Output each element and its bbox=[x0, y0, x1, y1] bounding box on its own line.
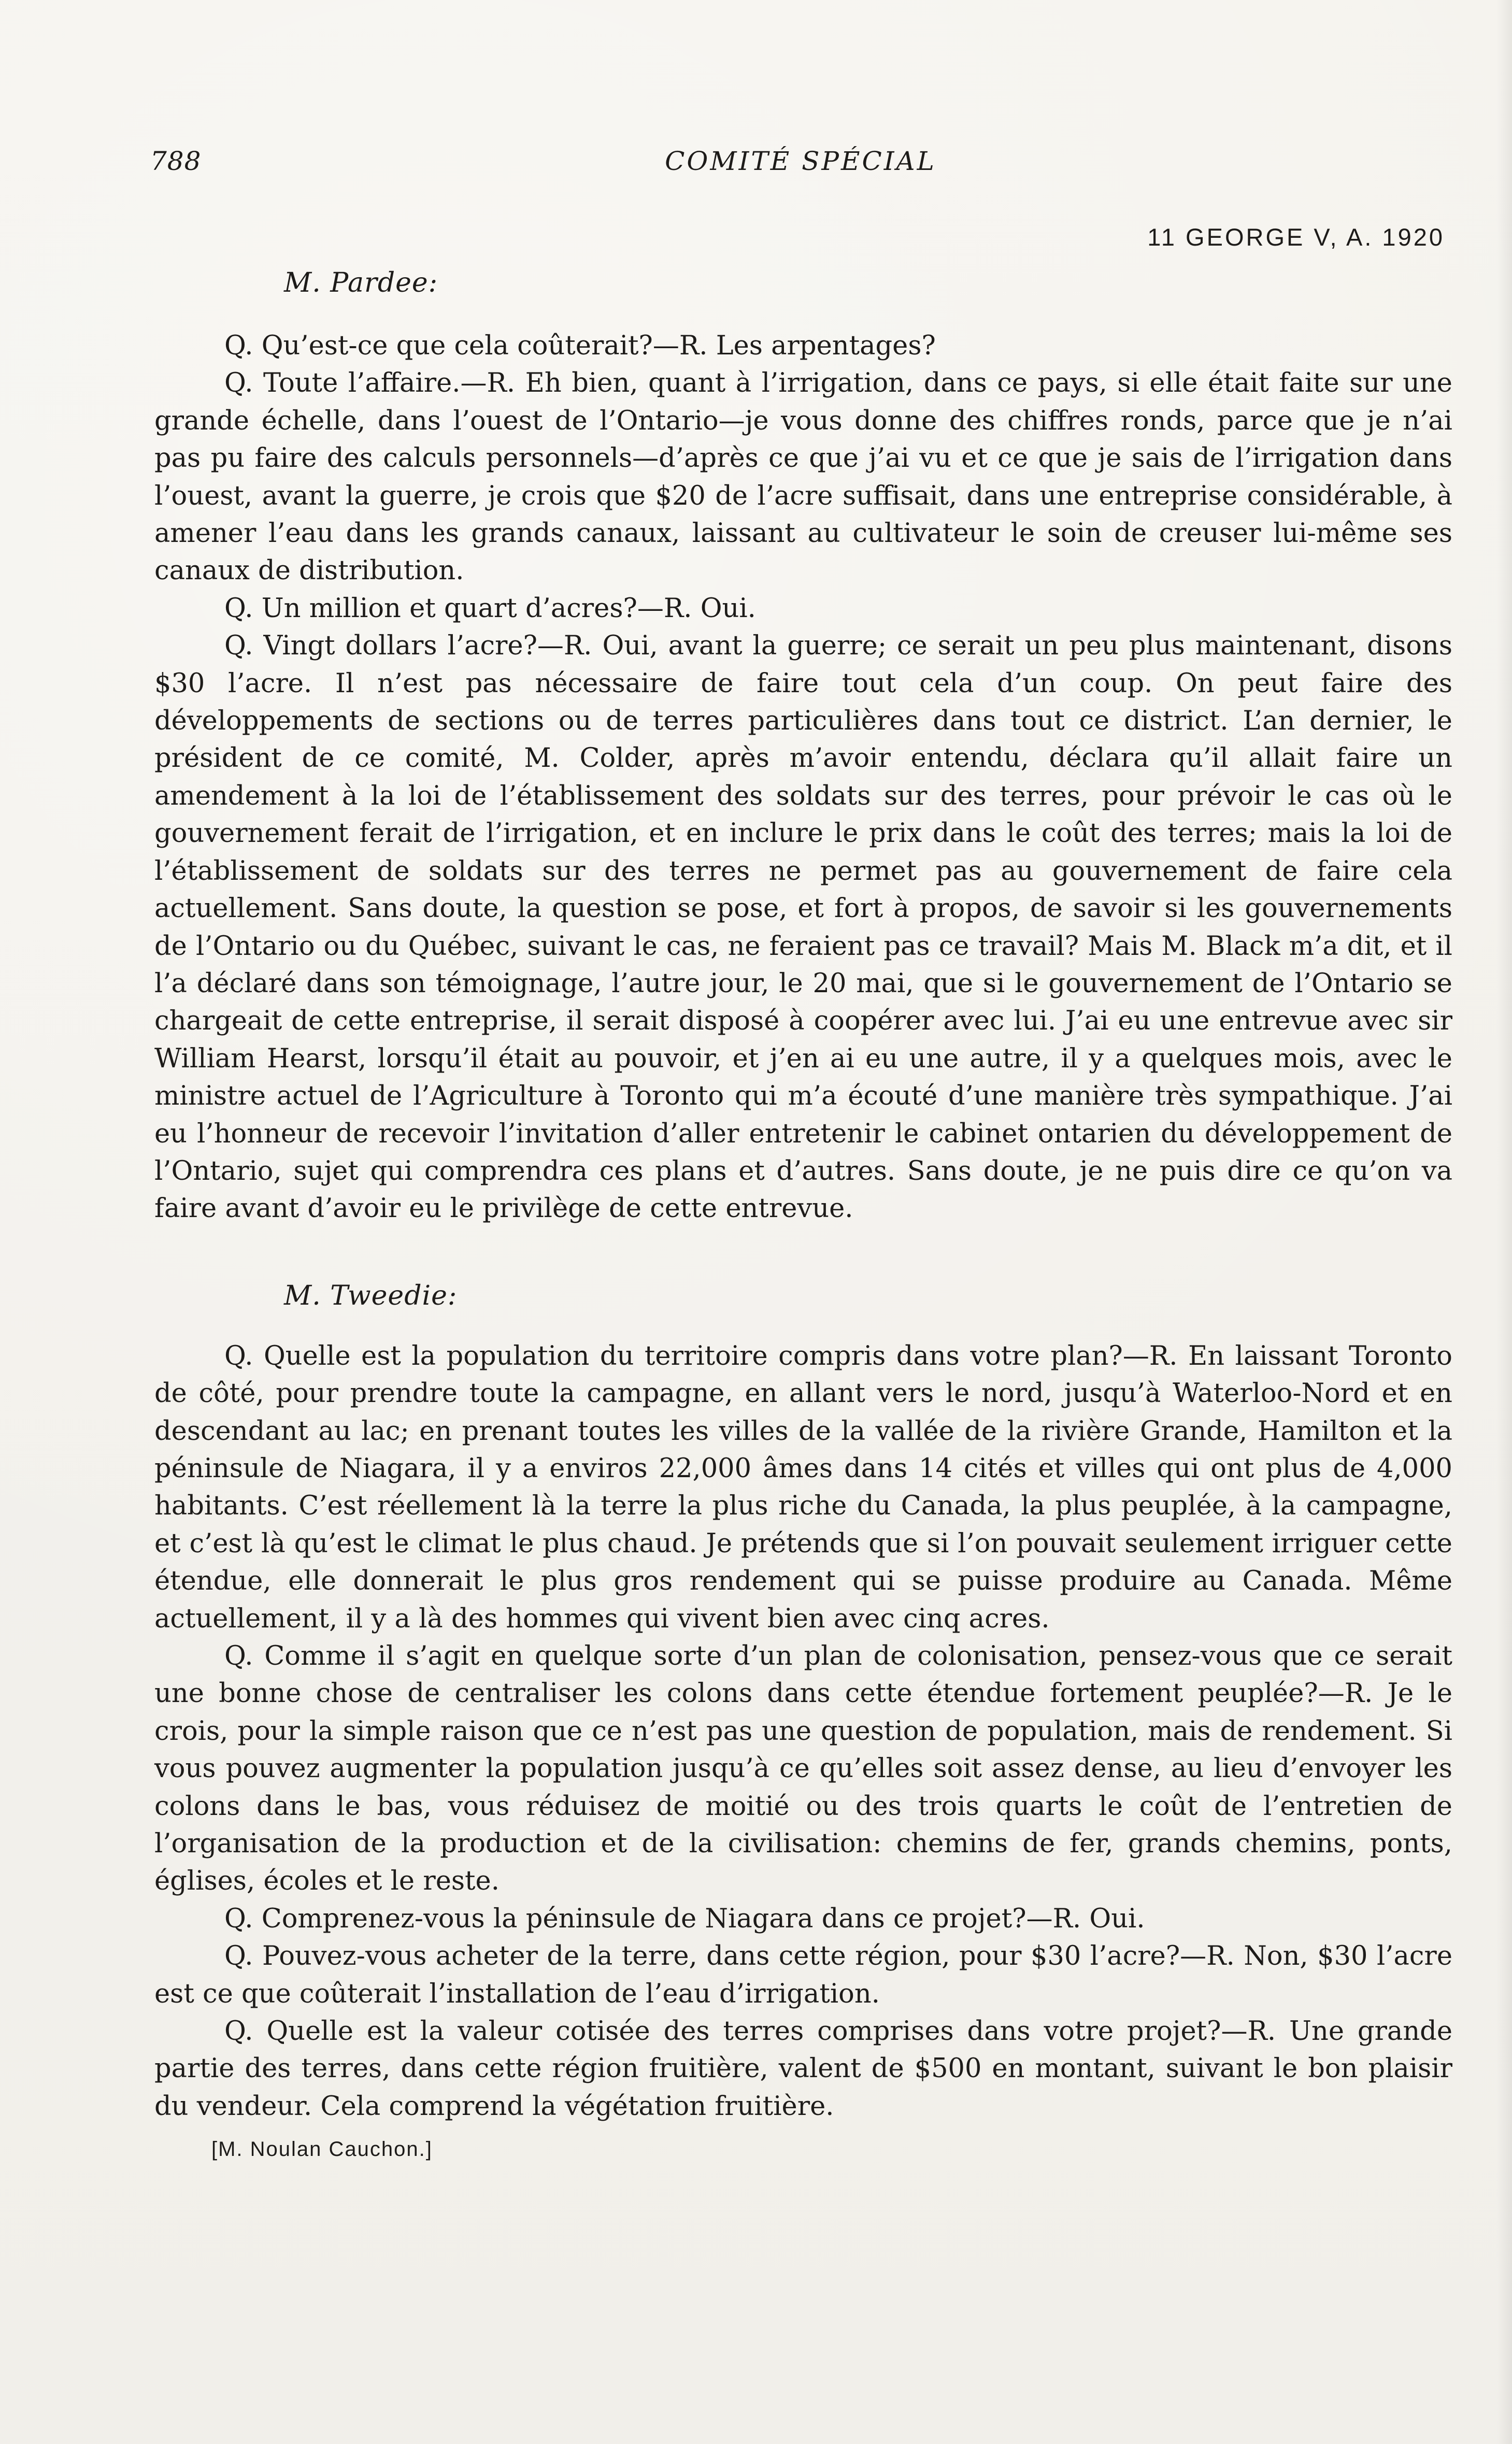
running-title: COMITÉ SPÉCIAL bbox=[665, 146, 936, 176]
document-body bbox=[154, 264, 1452, 2161]
paragraph: Q. Comprenez-vous la péninsule de Niagara dans ce projet?—R. Oui. bbox=[224, 1903, 1145, 1934]
page-header bbox=[150, 146, 1451, 177]
session-line: 11 GEORGE V, A. 1920 bbox=[1147, 223, 1445, 251]
paragraph: Q. Comme il s’agit en quelque sorte d’un plan de colonisation, pensez-vous que ce serait une bonne chose de centraliser les colons dans cette étendue fortement peuplée?—R. Je le crois, pour la simple raison que ce n’est pas une question de population, mais de rendement. Si vous pouvez augmenter la population jusqu’à ce qu’elles soit assez dense, au lieu d’envoyer les colons dans le bas, vous réduisez de moitié ou des trois quarts le coût de l’entretien de l’organisation de la production et de la civilisation: chemins de fer, grands chemins, ponts, églises, écoles et le reste. bbox=[154, 1641, 1452, 1897]
speaker-heading: M. Pardee: bbox=[284, 267, 438, 298]
paragraph: Q. Quelle est la valeur cotisée des terres comprises dans votre projet?—R. Une grande partie des terres, dans cette région fruitière, valent de $500 en montant, suivant le bon plaisir du vendeur. Cela comprend la végétation fruitière. bbox=[154, 2016, 1452, 2122]
speaker-heading: M. Tweedie: bbox=[284, 1280, 458, 1311]
paragraph: Q. Pouvez-vous acheter de la terre, dans cette région, pour $30 l’acre?—R. Non, $30 l’acre est ce que coûterait l’installation de l’eau d’irrigation. bbox=[154, 1941, 1452, 2009]
paragraph: Q. Vingt dollars l’acre?—R. Oui, avant la guerre; ce serait un peu plus maintenant, disons $30 l’acre. Il n’est pas nécessaire de faire tout cela d’un coup. On peut faire des développements de sections ou de terres particulières dans tout ce district. L’an dernier, le président de ce comité, M. Colder, après m’avoir entendu, déclara qu’il allait faire un amendement à la loi de l’établissement des soldats sur des terres, pour prévoir le cas où le gouvernement ferait de l’irrigation, et en inclure le prix dans le coût des terres; mais la loi de l’établissement de soldats sur des terres ne permet pas au gouvernement de faire cela actuellement. Sans doute, la question se pose, et fort à propos, de savoir si les gouvernements de l’Ontario ou du Québec, suivant le cas, ne feraient pas ce travail? Mais M. Black m’a dit, et il l’a déclaré dans son témoignage, l’autre jour, le 20 mai, que si le gouvernement de l’Ontario se chargeait de cette entreprise, il serait disposé à coopérer avec lui. J’ai eu une entrevue avec sir William Hearst, lorsqu’il était au pouvoir, et j’en ai eu une autre, il y a quelques mois, avec le ministre actuel de l’Agriculture à Toronto qui m’a écouté d’une manière très sympathique. J’ai eu l’honneur de recevoir l’invitation d’aller entretenir le cabinet ontarien du développement de l’Ontario, sujet qui comprendra ces plans et d’autres. Sans doute, je ne puis dire ce qu’on va faire avant d’avoir eu le privilège de cette entrevue. bbox=[154, 631, 1452, 1224]
paragraph: Q. Toute l’affaire.—R. Eh bien, quant à l’irrigation, dans ce pays, si elle était faite sur une grande échelle, dans l’ouest de l’Ontario—je vous donne des chiffres ronds, parce que je n’ai pas pu faire des calculs personnels—d’après ce que j’ai vu et ce que je sais de l’irrigation dans l’ouest, avant la guerre, je crois que $20 de l’acre suffisait, dans une entreprise considérable, à amener l’eau dans les grands canaux, laissant au cultivateur le soin de creuser lui-même ses canaux de distribution. bbox=[154, 368, 1452, 587]
footer-note: [M. Noulan Cauchon.] bbox=[211, 2138, 433, 2161]
paragraph: Q. Qu’est-ce que cela coûterait?—R. Les arpentages? bbox=[224, 331, 936, 361]
paragraph: Q. Quelle est la population du territoire compris dans votre plan?—R. En laissant Toronto de côté, pour prendre toute la campagne, en allant vers le nord, jusqu’à Waterloo-Nord et en descendant au lac; en prenant toutes les villes de la vallée de la rivière Grande, Hamilton et la péninsule de Niagara, il y a enviros 22,000 âmes dans 14 cités et villes qui ont plus de 4,000 habitants. C’est réellement là la terre la plus riche du Canada, la plus peuplée, à la campagne, et c’est là qu’est le climat le plus chaud. Je prétends que si l’on pouvait seulement irriguer cette étendue, elle donnerait le plus gros rendement qui se puisse produire au Canada. Même actuellement, il y a là des hommes qui vivent bien avec cinq acres. bbox=[154, 1340, 1452, 1634]
page-number: 788 bbox=[150, 146, 202, 176]
paragraph: Q. Un million et quart d’acres?—R. Oui. bbox=[224, 593, 756, 624]
page-edge-shadow bbox=[1496, 0, 1512, 2444]
